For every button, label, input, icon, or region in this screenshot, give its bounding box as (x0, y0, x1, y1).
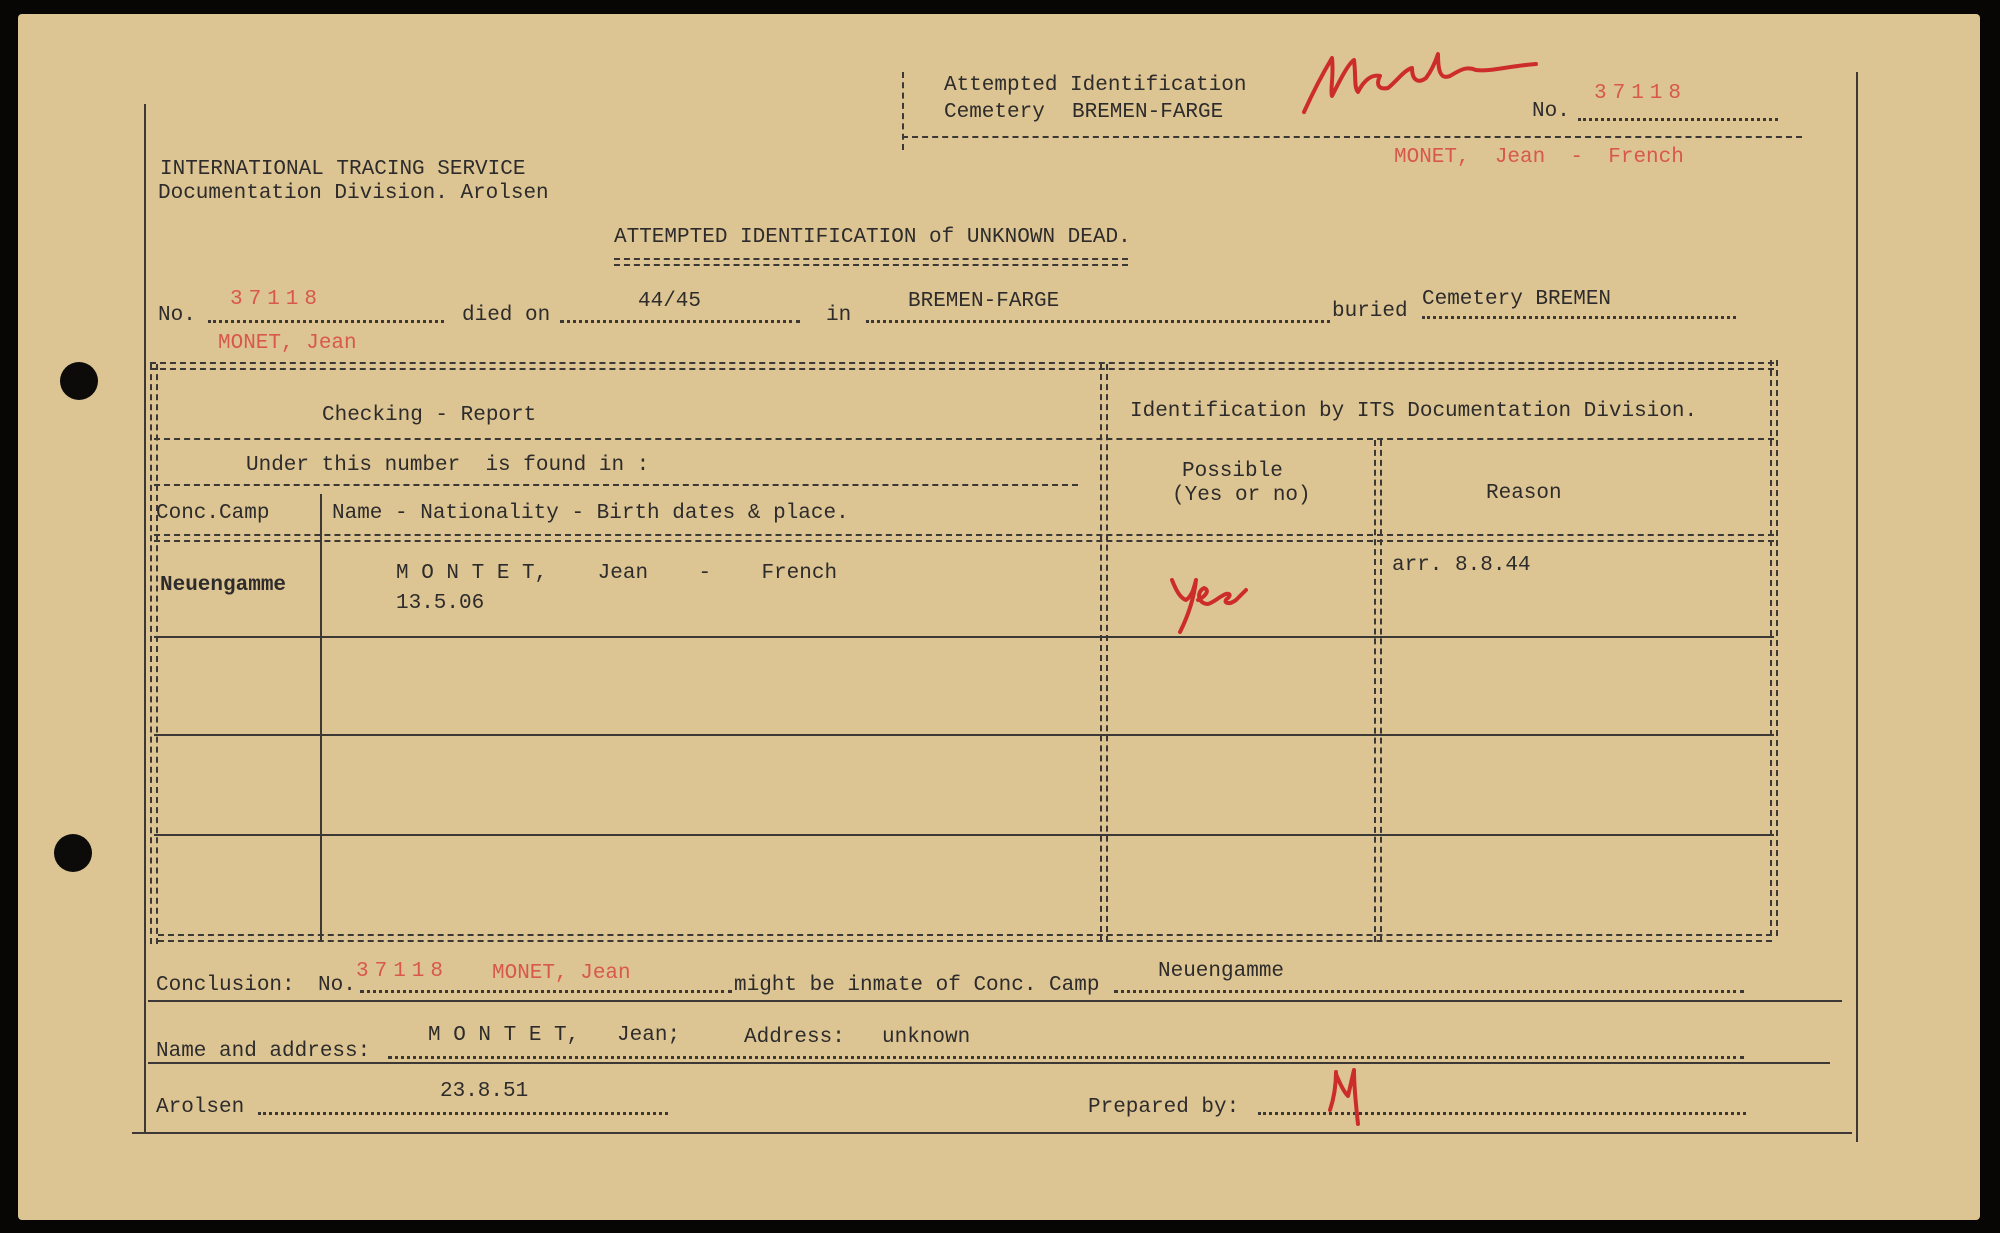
table-divider-main (1100, 364, 1108, 942)
footer-date-value: 23.8.51 (440, 1080, 529, 1103)
header-box-title: Attempted Identification (944, 74, 1247, 97)
org-line-1: INTERNATIONAL TRACING SERVICE (160, 158, 526, 181)
name-address-underline (148, 1062, 1830, 1064)
record-buried-label: buried (1332, 300, 1408, 323)
record-in-value: BREMEN-FARGE (908, 290, 1060, 313)
table-header-bottom-border (154, 534, 1774, 542)
conclusion-camp-value: Neuengamme (1158, 960, 1285, 983)
footer-date-dots (258, 1112, 668, 1115)
form-title: ATTEMPTED IDENTIFICATION of UNKNOWN DEAD. (614, 226, 1131, 249)
found-in-label: Under this number is found in : (246, 454, 650, 477)
header-cemetery-value: BREMEN-FARGE (1072, 101, 1224, 124)
name-address-label: Name and address: (156, 1040, 371, 1063)
name-address-dots (388, 1056, 1744, 1059)
table-top-border (150, 362, 1774, 370)
frame-bottom-line (132, 1132, 1852, 1134)
header-cemetery-label: Cemetery (944, 101, 1045, 124)
footer-initials-handwritten (1326, 1066, 1366, 1128)
footer-prepared-label: Prepared by: (1088, 1096, 1240, 1119)
column-possible-header-2: (Yes or no) (1172, 484, 1311, 507)
table-divider-camp (320, 494, 322, 942)
identification-header: Identification by ITS Documentation Division. (1130, 400, 1698, 423)
name-address-name: M O N T E T, Jean; (428, 1024, 681, 1047)
punch-hole-top (60, 362, 98, 400)
record-no-dots (208, 320, 444, 323)
record-buried-dots (1422, 316, 1736, 319)
conclusion-might-be: might be inmate of Conc. Camp (734, 974, 1100, 997)
record-no-value: 37118 (230, 288, 324, 311)
row-1-reason: arr. 8.8.44 (1392, 554, 1531, 577)
column-possible-header-1: Possible (1182, 460, 1283, 483)
column-camp-header: Conc.Camp (156, 502, 270, 525)
handwritten-note-made (1300, 50, 1540, 120)
record-in-label: in (826, 304, 852, 327)
row-1-birth: 13.5.06 (396, 592, 485, 615)
checking-report-header: Checking - Report (322, 404, 537, 427)
table-left-border (150, 364, 158, 944)
record-name-value: MONET, Jean (218, 332, 357, 355)
footer-place-label: Arolsen (156, 1096, 245, 1119)
record-died-dots (560, 320, 800, 323)
column-reason-header: Reason (1486, 482, 1562, 505)
frame-right-line (1856, 72, 1858, 1142)
found-in-underline (154, 484, 1078, 486)
conclusion-name-value: MONET, Jean (492, 962, 631, 985)
address-value: unknown (882, 1026, 971, 1049)
record-no-label: No. (158, 304, 196, 327)
conclusion-no-dots (360, 990, 732, 993)
column-name-header: Name - Nationality - Birth dates & place. (332, 502, 849, 525)
conclusion-no-value: 37118 (356, 960, 450, 983)
document-card (18, 14, 1980, 1220)
row-1-camp: Neuengamme (160, 574, 287, 597)
header-box-bottom-line (902, 136, 1802, 138)
record-died-label: died on (462, 304, 551, 327)
checking-report-underline (154, 438, 1774, 440)
row-1-possible-handwritten-yes (1166, 570, 1250, 640)
record-died-value: 44/45 (638, 290, 702, 313)
row-1-bottom-border (154, 636, 1774, 638)
form-title-underline (614, 258, 1128, 266)
address-label: Address: (744, 1026, 845, 1049)
org-line-2: Documentation Division. Arolsen (158, 182, 549, 205)
table-bottom-border (158, 934, 1772, 942)
table-divider-reason (1374, 440, 1382, 942)
row-2-bottom-border (154, 734, 1774, 736)
header-name-line: MONET, Jean - French (1394, 146, 1684, 169)
header-no-value: 37118 (1594, 82, 1688, 105)
record-buried-value: Cemetery BREMEN (1422, 288, 1612, 311)
conclusion-no-label: No. (318, 974, 356, 997)
header-no-dots (1578, 118, 1778, 121)
conclusion-label: Conclusion: (156, 974, 295, 997)
row-3-bottom-border (154, 834, 1774, 836)
header-no-label: No. (1532, 100, 1570, 123)
table-right-border (1770, 360, 1778, 936)
record-in-dots (866, 320, 1330, 323)
row-1-name: M O N T E T, Jean - French (396, 562, 838, 585)
conclusion-underline (148, 1000, 1842, 1002)
frame-left-line (144, 104, 146, 1134)
header-box-left-line (902, 72, 904, 150)
punch-hole-bottom (54, 834, 92, 872)
conclusion-camp-dots (1114, 990, 1744, 993)
